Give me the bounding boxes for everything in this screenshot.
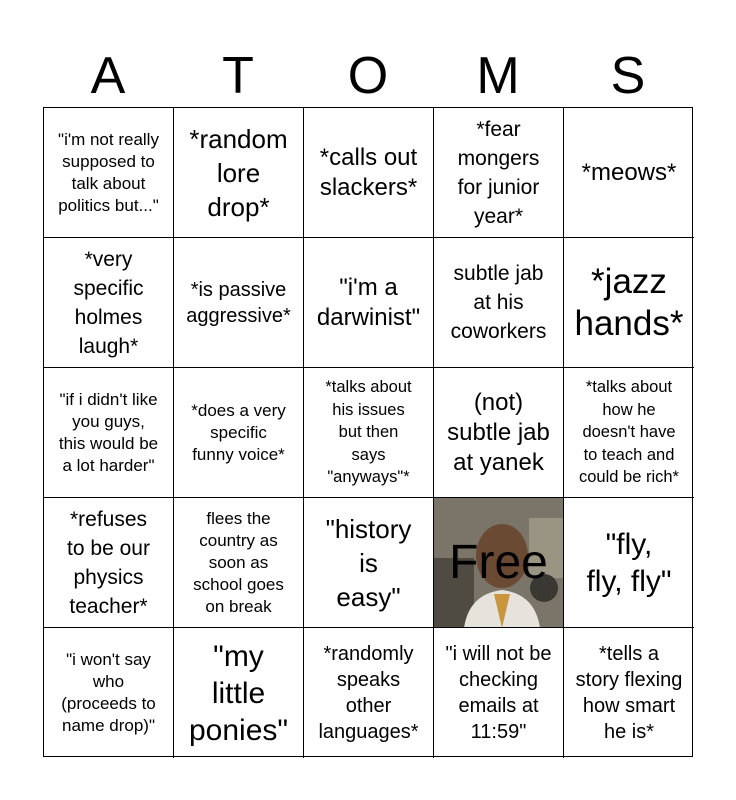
bingo-cell[interactable] <box>304 628 434 758</box>
bingo-cell[interactable] <box>304 238 434 368</box>
cell-text: *very specific holmes laugh* <box>73 247 144 358</box>
cell-text: "i will not be checking emails at 11:59" <box>445 643 552 743</box>
cell-text: "i'm not really supposed to talk about politics but..." <box>58 129 159 215</box>
bingo-cell[interactable] <box>174 238 304 368</box>
cell-text: subtle jab at his coworkers <box>450 262 547 343</box>
cell-text: *random lore drop* <box>189 123 288 222</box>
bingo-cell[interactable] <box>174 108 304 238</box>
cell-text: *tells a story flexing how smart he is* <box>575 643 683 743</box>
cell-text: *meows* <box>581 158 677 186</box>
cell-text: *talks about his issues but then says "anyways"* <box>325 378 412 487</box>
cell-text: *jazz hands* <box>574 261 684 343</box>
cell-text: *randomly speaks other languages* <box>318 643 419 743</box>
cell-text: *talks about how he doesn't have to teach and could be rich* <box>579 378 679 487</box>
title-letter-o: O <box>347 47 389 105</box>
bingo-cell[interactable] <box>174 628 304 758</box>
cell-text: "i won't say who (proceeds to name drop)" <box>61 650 156 735</box>
cell-text: "fly, fly, fly" <box>586 527 672 598</box>
cell-text: "my little ponies" <box>188 639 289 747</box>
bingo-cell[interactable] <box>564 368 694 498</box>
bingo-cell[interactable] <box>44 628 174 758</box>
bingo-cell[interactable] <box>564 238 694 368</box>
bingo-cell[interactable] <box>174 498 304 628</box>
bingo-title <box>43 46 693 106</box>
title-letter-m: M <box>476 47 520 105</box>
title-letter-s: S <box>610 47 646 105</box>
cell-text: *fear mongers for junior year* <box>457 117 540 228</box>
bingo-cell[interactable] <box>304 368 434 498</box>
bingo-cell[interactable] <box>434 368 564 498</box>
bingo-cell[interactable] <box>174 368 304 498</box>
title-letter-t: T <box>222 47 254 105</box>
cell-text: (not) subtle jab at yanek <box>447 388 550 476</box>
free-space-cell[interactable] <box>434 498 564 628</box>
bingo-cell[interactable] <box>44 368 174 498</box>
bingo-cell[interactable] <box>304 498 434 628</box>
cell-text: *does a very specific funny voice* <box>191 400 286 464</box>
bingo-cell[interactable] <box>434 108 564 238</box>
cell-text: "if i didn't like you guys, this would be a lot harder" <box>58 389 159 475</box>
bingo-cell[interactable] <box>564 628 694 758</box>
bingo-cell[interactable] <box>304 108 434 238</box>
cell-text: "history is easy" <box>325 513 412 612</box>
bingo-cell[interactable] <box>564 108 694 238</box>
bingo-cell[interactable] <box>44 238 174 368</box>
cell-text: *refuses to be our physics teacher* <box>67 507 150 618</box>
bingo-cell[interactable] <box>564 498 694 628</box>
free-space-label: Free <box>449 535 548 589</box>
cell-text: flees the country as soon as school goes on break <box>193 508 284 616</box>
bingo-cell[interactable] <box>434 238 564 368</box>
cell-text: *is passive aggressive* <box>186 278 291 327</box>
bingo-board <box>43 107 693 757</box>
bingo-cell[interactable] <box>434 628 564 758</box>
cell-text: "i'm a darwinist" <box>316 273 421 331</box>
cell-text: *calls out slackers* <box>319 143 418 201</box>
bingo-cell[interactable] <box>44 108 174 238</box>
bingo-cell[interactable] <box>44 498 174 628</box>
title-letter-a: A <box>90 47 126 105</box>
